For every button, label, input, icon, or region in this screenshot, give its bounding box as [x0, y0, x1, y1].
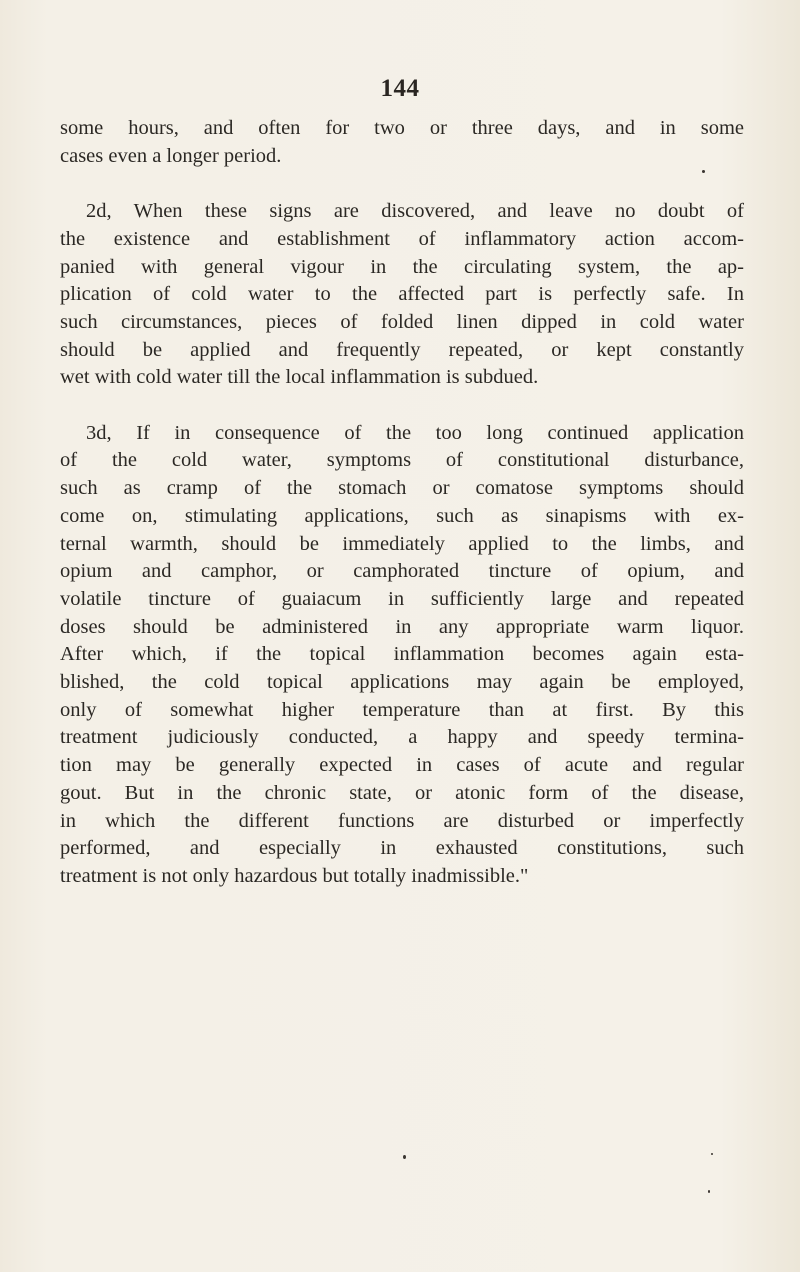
text-line: only of somewhat higher temperature than at first. By this: [60, 698, 744, 721]
text-line: some hours, and often for two or three days, and in some: [60, 117, 744, 139]
ink-speck: [403, 1155, 406, 1159]
paragraph-3: [60, 420, 744, 891]
text-line: of the cold water, symptoms of constitutional disturbance,: [60, 449, 744, 472]
ink-speck: [711, 1153, 713, 1155]
ink-speck: [708, 1190, 710, 1193]
text-line: should be applied and frequently repeated, or kept constantly: [60, 338, 744, 361]
text-line: treatment is not only hazardous but totally inadmissible.": [60, 864, 529, 887]
text-line: ternal warmth, should be immediately applied to the limbs, and: [60, 532, 744, 555]
text-line: panied with general vigour in the circulating system, the ap-: [60, 255, 744, 278]
paragraph-1: [60, 115, 744, 170]
text-line: gout. But in the chronic state, or atonic form of the disease,: [60, 781, 744, 804]
text-line: blished, the cold topical applications may again be employed,: [60, 671, 744, 694]
text-line: treatment judiciously conducted, a happy and speedy termina-: [60, 726, 744, 749]
text-line: opium and camphor, or camphorated tincture of opium, and: [60, 560, 744, 583]
text-line: plication of cold water to the affected part is perfectly safe. In: [60, 283, 744, 306]
text-line: cases even a longer period.: [60, 144, 282, 167]
paragraph-2: [60, 198, 744, 392]
text-line: such circumstances, pieces of folded linen dipped in cold water: [60, 310, 744, 333]
page-number: 144: [380, 75, 420, 102]
text-line: volatile tincture of guaiacum in sufficiently large and repeated: [60, 587, 744, 610]
text-line: doses should be administered in any appropriate warm liquor.: [60, 615, 744, 638]
ink-speck: [702, 170, 705, 173]
text-line: the existence and establishment of inflammatory action accom-: [60, 227, 744, 250]
text-line: 3d, If in consequence of the too long continued application: [86, 421, 744, 444]
page-body: [60, 115, 744, 891]
text-line: such as cramp of the stomach or comatose symptoms should: [60, 477, 744, 500]
text-line: come on, stimulating applications, such as sinapisms with ex-: [60, 504, 744, 527]
text-line: wet with cold water till the local inflammation is subdued.: [60, 366, 539, 389]
text-line: After which, if the topical inflammation becomes again esta-: [60, 643, 744, 666]
text-line: in which the different functions are disturbed or imperfectly: [60, 809, 744, 832]
text-line: tion may be generally expected in cases of acute and regular: [60, 754, 744, 777]
text-line: 2d, When these signs are discovered, and leave no doubt of: [86, 200, 744, 223]
text-line: performed, and especially in exhausted constitutions, such: [60, 837, 744, 860]
